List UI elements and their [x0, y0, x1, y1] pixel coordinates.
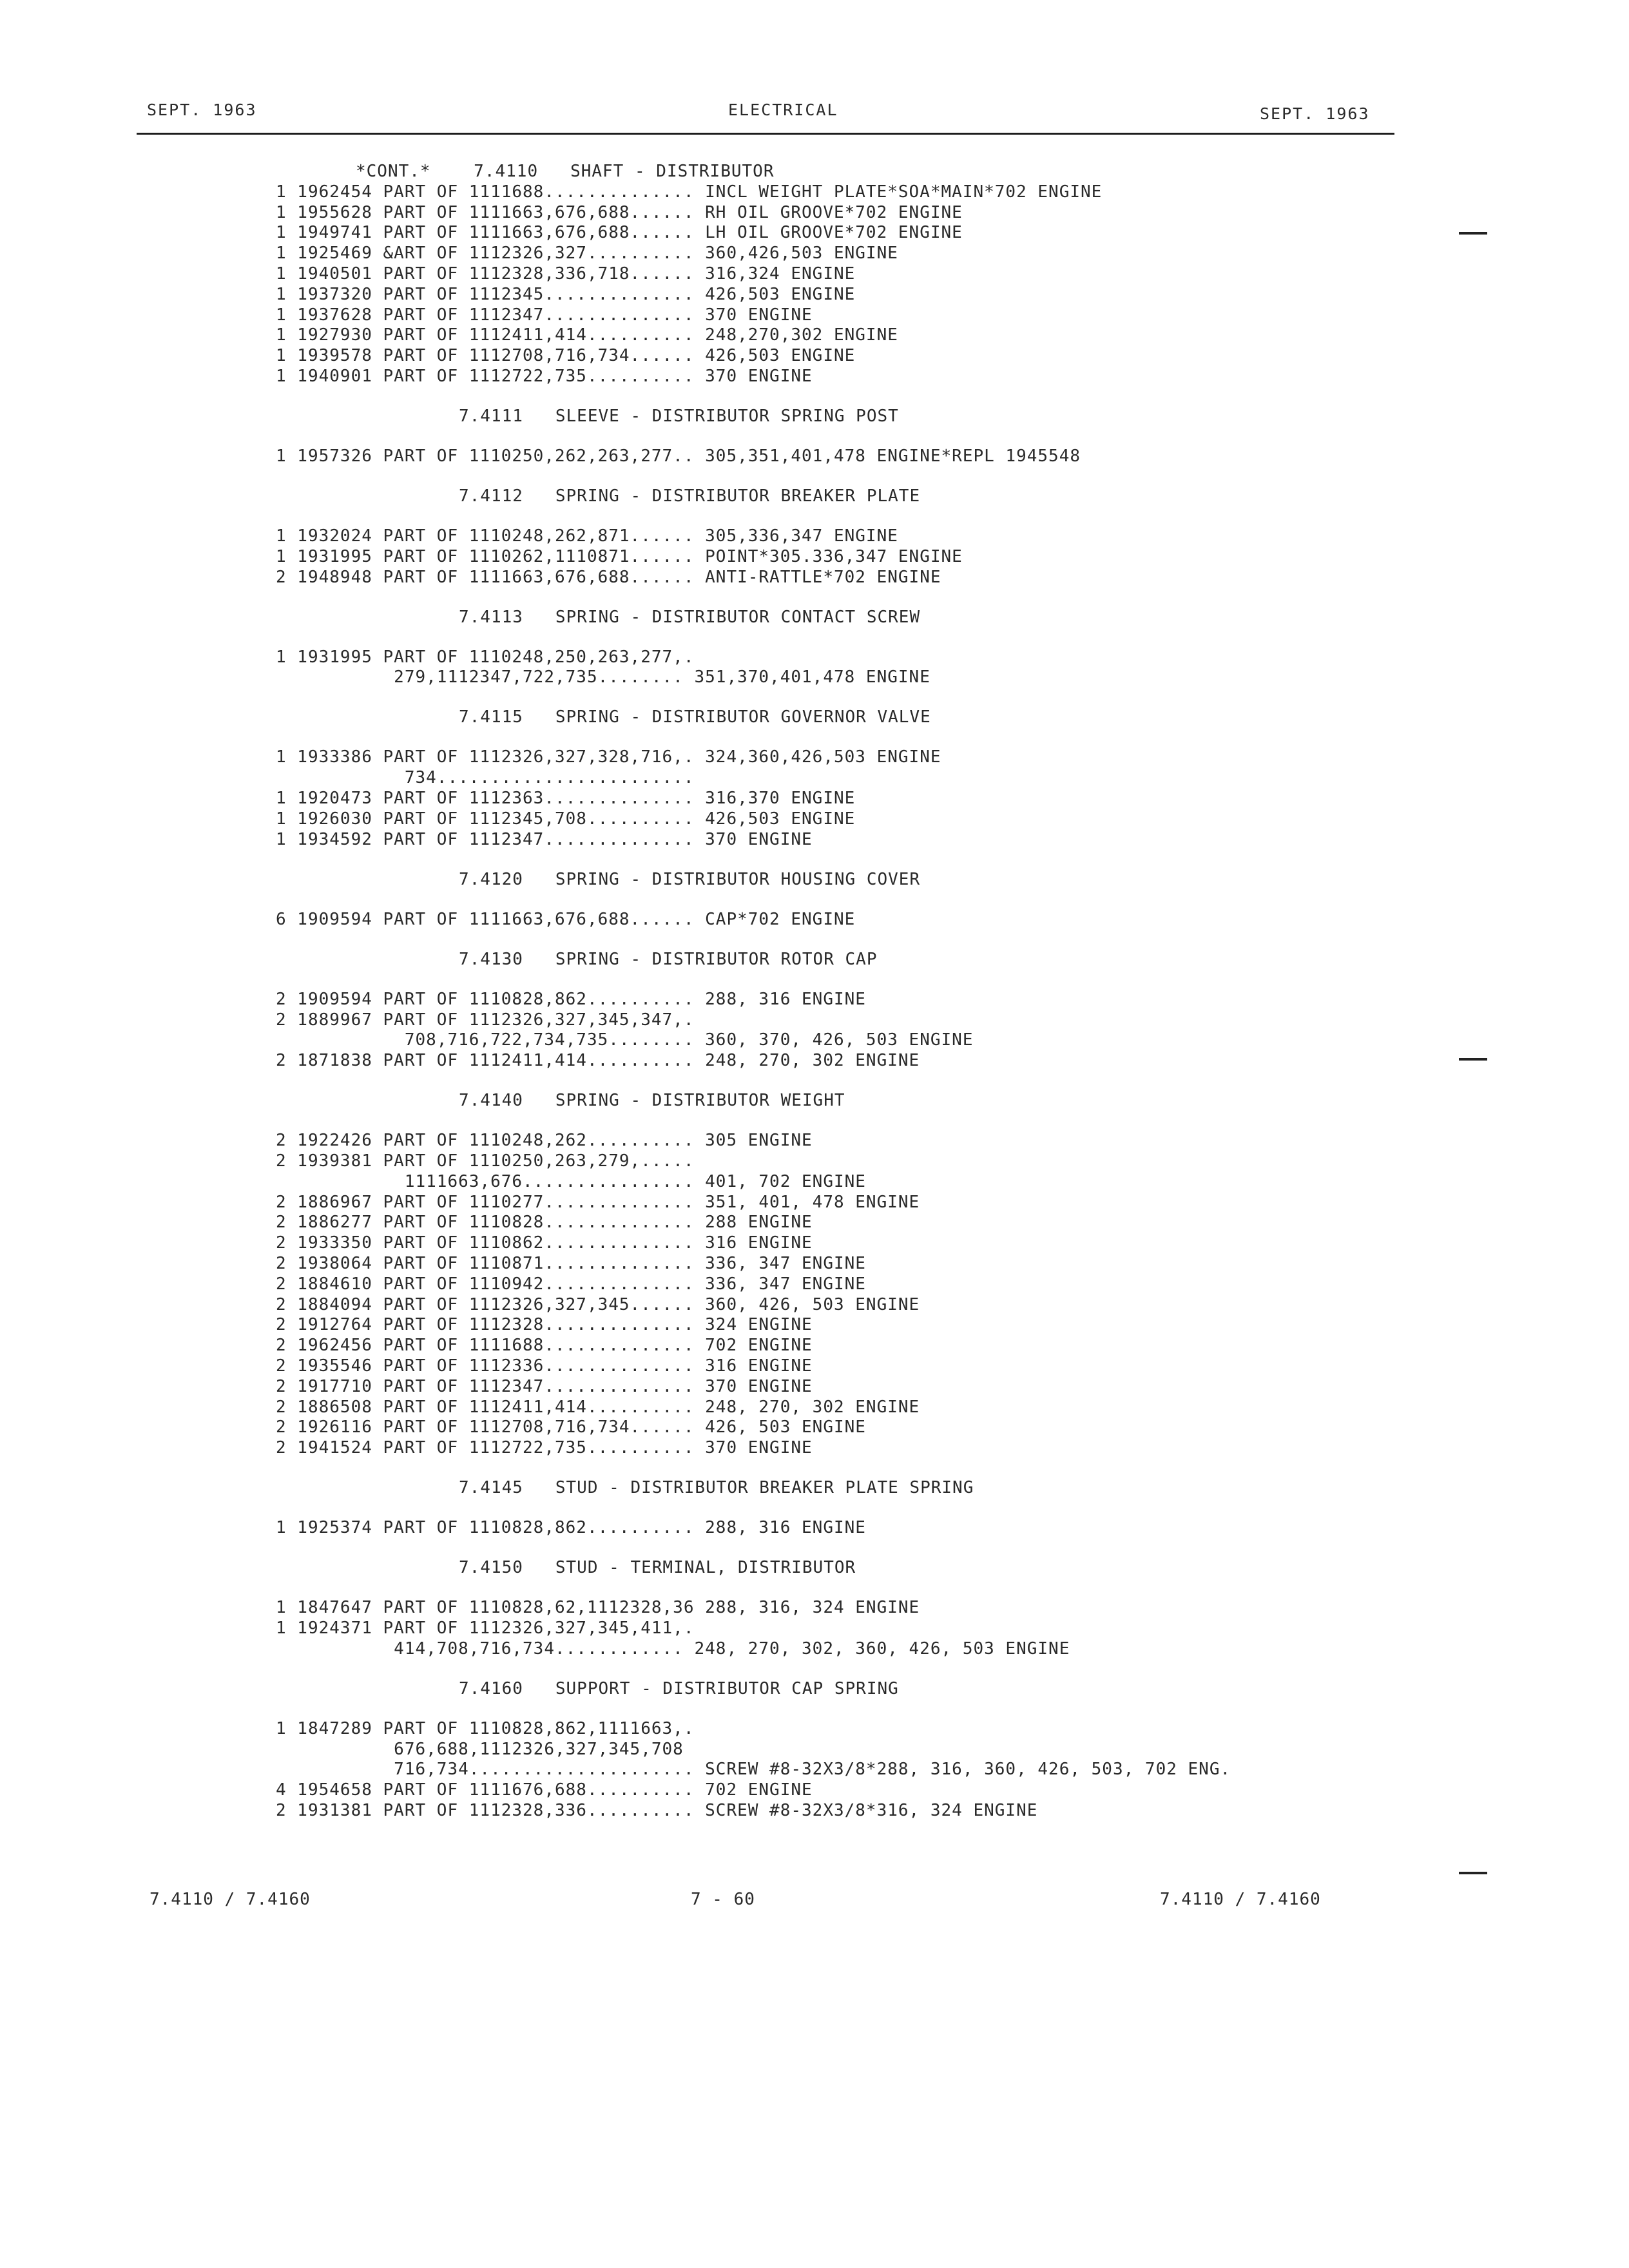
part-entry: 1 1949741 PART OF 1111663,676,688...... LH OIL GROOVE*702 ENGINE	[276, 223, 963, 242]
header-date-right: SEPT. 1963	[1260, 104, 1370, 123]
margin-mark	[1459, 1872, 1487, 1874]
part-entry: 1 1957326 PART OF 1110250,262,263,277.. 305,351,401,478 ENGINE*REPL 1945548	[276, 447, 1081, 466]
part-entry: 1 1931995 PART OF 1110248,250,263,277,.	[276, 648, 695, 667]
header-title: ELECTRICAL	[728, 101, 838, 119]
part-entry: 734........................	[276, 768, 695, 787]
part-entry: 2 1922426 PART OF 1110248,262.......... 305 ENGINE	[276, 1131, 813, 1150]
part-entry: 1 1847647 PART OF 1110828,62,1112328,36 288, 316, 324 ENGINE	[276, 1598, 920, 1617]
section-heading: 7.4150 STUD - TERMINAL, DISTRIBUTOR	[459, 1558, 856, 1577]
part-entry: 2 1886508 PART OF 1112411,414.......... 248, 270, 302 ENGINE	[276, 1398, 920, 1417]
part-entry: 1 1931995 PART OF 1110262,1110871...... POINT*305.336,347 ENGINE	[276, 547, 963, 566]
part-entry: 414,708,716,734............ 248, 270, 302, 360, 426, 503 ENGINE	[276, 1639, 1070, 1658]
part-entry: 1 1955628 PART OF 1111663,676,688...... RH OIL GROOVE*702 ENGINE	[276, 203, 963, 222]
part-entry: 1 1937628 PART OF 1112347.............. 370 ENGINE	[276, 305, 813, 325]
part-entry: 2 1909594 PART OF 1110828,862.......... 288, 316 ENGINE	[276, 990, 866, 1009]
part-entry: 708,716,722,734,735........ 360, 370, 426, 503 ENGINE	[276, 1030, 974, 1050]
part-entry: 2 1884610 PART OF 1110942.............. 336, 347 ENGINE	[276, 1274, 866, 1294]
part-entry: 1111663,676................ 401, 702 ENGINE	[276, 1172, 866, 1191]
margin-mark	[1459, 1058, 1487, 1061]
part-entry: 716,734..................... SCREW #8-32X3/8*288, 316, 360, 426, 503, 702 ENG.	[276, 1760, 1231, 1779]
part-entry: 1 1940501 PART OF 1112328,336,718...... 316,324 ENGINE	[276, 264, 856, 284]
part-entry: 2 1962456 PART OF 1111688.............. 702 ENGINE	[276, 1336, 813, 1355]
part-entry: 279,1112347,722,735........ 351,370,401,478 ENGINE	[276, 668, 930, 687]
part-entry: 1 1924371 PART OF 1112326,327,345,411,.	[276, 1619, 695, 1638]
part-entry: 4 1954658 PART OF 1111676,688.......... 702 ENGINE	[276, 1780, 813, 1800]
part-entry: 1 1925469 &ART OF 1112326,327.......... 360,426,503 ENGINE	[276, 244, 898, 263]
section-heading: 7.4120 SPRING - DISTRIBUTOR HOUSING COVER	[459, 870, 921, 889]
part-entry: 1 1939578 PART OF 1112708,716,734...... 426,503 ENGINE	[276, 346, 856, 365]
part-entry: 2 1935546 PART OF 1112336.............. 316 ENGINE	[276, 1356, 813, 1376]
part-entry: 6 1909594 PART OF 1111663,676,688...... CAP*702 ENGINE	[276, 910, 856, 929]
footer-range-right: 7.4110 / 7.4160	[1160, 1890, 1321, 1909]
part-entry: 1 1933386 PART OF 1112326,327,328,716,. 324,360,426,503 ENGINE	[276, 747, 941, 767]
part-entry: 1 1932024 PART OF 1110248,262,871...... 305,336,347 ENGINE	[276, 526, 898, 546]
part-entry: 1 1940901 PART OF 1112722,735.......... 370 ENGINE	[276, 367, 813, 386]
section-heading: 7.4115 SPRING - DISTRIBUTOR GOVERNOR VALVE	[459, 707, 931, 727]
part-entry: 2 1889967 PART OF 1112326,327,345,347,.	[276, 1010, 695, 1030]
part-entry: 1 1920473 PART OF 1112363.............. 316,370 ENGINE	[276, 789, 856, 808]
part-entry: 1 1925374 PART OF 1110828,862.......... 288, 316 ENGINE	[276, 1518, 866, 1537]
part-entry: 1 1962454 PART OF 1111688.............. INCL WEIGHT PLATE*SOA*MAIN*702 ENGINE	[276, 182, 1103, 202]
section-heading: 7.4112 SPRING - DISTRIBUTOR BREAKER PLATE	[459, 486, 921, 506]
part-entry: 2 1933350 PART OF 1110862.............. 316 ENGINE	[276, 1233, 813, 1253]
part-entry: 2 1948948 PART OF 1111663,676,688...... ANTI-RATTLE*702 ENGINE	[276, 568, 941, 587]
section-heading: 7.4145 STUD - DISTRIBUTOR BREAKER PLATE SPRING	[459, 1478, 974, 1497]
part-entry: 2 1884094 PART OF 1112326,327,345...... 360, 426, 503 ENGINE	[276, 1295, 920, 1314]
section-heading: 7.4140 SPRING - DISTRIBUTOR WEIGHT	[459, 1091, 845, 1110]
part-entry: 2 1926116 PART OF 1112708,716,734...... 426, 503 ENGINE	[276, 1418, 866, 1437]
footer-page-number: 7 - 60	[691, 1890, 755, 1909]
section-heading: 7.4130 SPRING - DISTRIBUTOR ROTOR CAP	[459, 950, 878, 969]
part-entry: 2 1886277 PART OF 1110828.............. 288 ENGINE	[276, 1213, 813, 1232]
part-entry: 1 1926030 PART OF 1112345,708.......... 426,503 ENGINE	[276, 809, 856, 829]
section-heading: *CONT.* 7.4110 SHAFT - DISTRIBUTOR	[356, 162, 775, 181]
part-entry: 2 1912764 PART OF 1112328.............. 324 ENGINE	[276, 1315, 813, 1334]
header-rule	[137, 133, 1394, 135]
part-entry: 1 1937320 PART OF 1112345.............. 426,503 ENGINE	[276, 285, 856, 304]
section-heading: 7.4111 SLEEVE - DISTRIBUTOR SPRING POST	[459, 407, 899, 426]
part-entry: 2 1941524 PART OF 1112722,735.......... 370 ENGINE	[276, 1438, 813, 1457]
section-heading: 7.4113 SPRING - DISTRIBUTOR CONTACT SCREW	[459, 608, 921, 627]
margin-mark	[1459, 232, 1487, 235]
part-entry: 1 1847289 PART OF 1110828,862,1111663,.	[276, 1719, 695, 1738]
part-entry: 1 1927930 PART OF 1112411,414.......... 248,270,302 ENGINE	[276, 325, 898, 345]
part-entry: 2 1931381 PART OF 1112328,336.......... SCREW #8-32X3/8*316, 324 ENGINE	[276, 1801, 1038, 1820]
footer-range-left: 7.4110 / 7.4160	[149, 1890, 311, 1909]
part-entry: 2 1938064 PART OF 1110871.............. 336, 347 ENGINE	[276, 1254, 866, 1273]
part-entry: 2 1917710 PART OF 1112347.............. 370 ENGINE	[276, 1377, 813, 1396]
part-entry: 2 1939381 PART OF 1110250,263,279,.....	[276, 1151, 695, 1171]
section-heading: 7.4160 SUPPORT - DISTRIBUTOR CAP SPRING	[459, 1679, 899, 1698]
part-entry: 676,688,1112326,327,345,708	[276, 1740, 684, 1759]
part-entry: 2 1886967 PART OF 1110277.............. 351, 401, 478 ENGINE	[276, 1193, 920, 1212]
header-date-left: SEPT. 1963	[147, 101, 257, 119]
part-entry: 2 1871838 PART OF 1112411,414.......... 248, 270, 302 ENGINE	[276, 1051, 920, 1070]
part-entry: 1 1934592 PART OF 1112347.............. 370 ENGINE	[276, 830, 813, 849]
